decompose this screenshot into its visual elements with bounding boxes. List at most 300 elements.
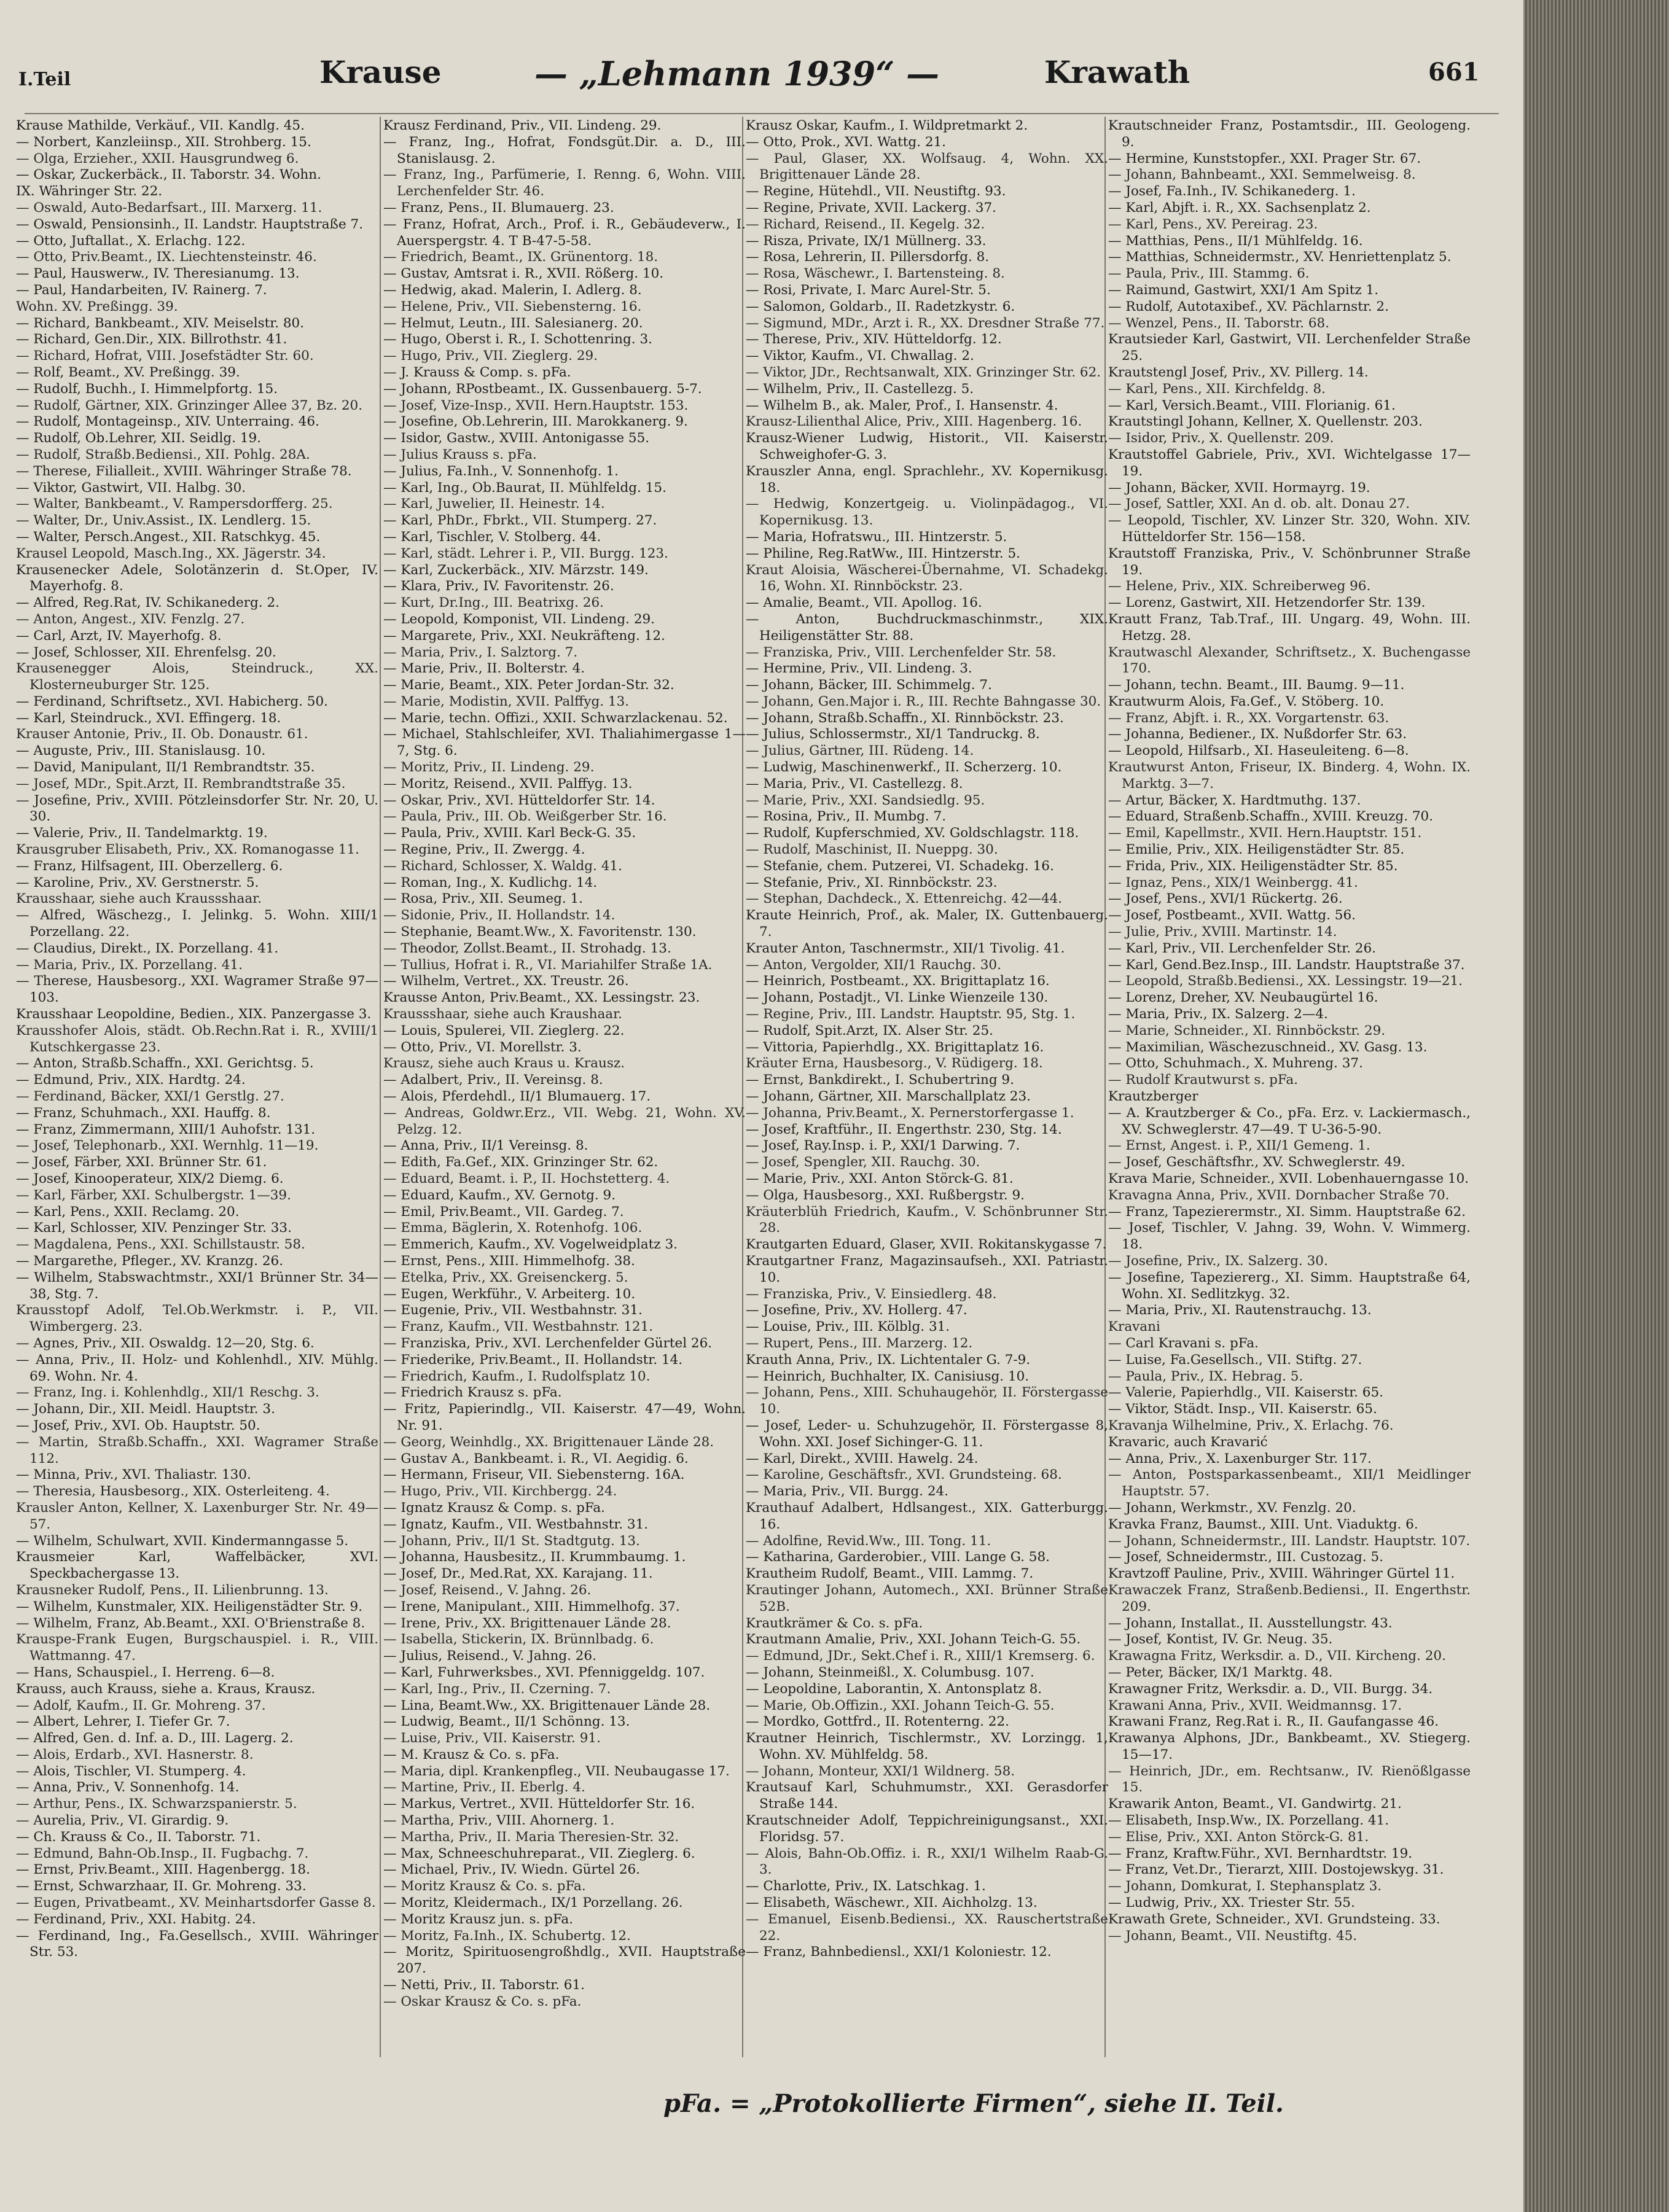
directory-entry: — Josef, Kinooperateur, XIX/2 Diemg. 6. [16, 1171, 284, 1186]
directory-entry: — Franz, Kraftw.Führ., XVI. Bernhardtstr. 19. [1108, 1845, 1413, 1861]
directory-entry: — Ferdinand, Bäcker, XXI/1 Gerstlg. 27. [16, 1089, 284, 1105]
column-4 [1108, 118, 1471, 2058]
directory-entry: — Philine, Reg.RatWw., III. Hintzerstr. 5. [746, 545, 1020, 561]
directory-entry: — Lorenz, Dreher, XV. Neubaugürtel 16. [1108, 990, 1378, 1006]
directory-entry: Krawarik Anton, Beamt., VI. Gandwirtg. 21. [1108, 1796, 1402, 1812]
directory-entry: — Rudolf, Kupferschmied, XV. Goldschlagstr. 118. [746, 825, 1079, 841]
directory-entry: — Karl, Pens., XV. Pereirag. 23. [1108, 216, 1318, 232]
directory-entry: Krauser Antonie, Priv., II. Ob. Donaustr. 61. [16, 726, 308, 742]
directory-entry: — Anna, Priv., X. Laxenburger Str. 117. [1108, 1451, 1372, 1466]
directory-entry: — Marie, techn. Offizi., XXII. Schwarzlackenau. 52. [383, 710, 728, 726]
directory-entry: Krautstingl Johann, Kellner, X. Quellenstr. 203. [1108, 414, 1423, 430]
directory-entry: — Heinrich, JDr., em. Rechtsanw., IV. Rienößlgasse 15. [1108, 1763, 1471, 1796]
directory-entry: — Ludwig, Beamt., II/1 Schönng. 13. [383, 1714, 630, 1730]
directory-entry: — Peter, Bäcker, IX/1 Marktg. 48. [1108, 1664, 1333, 1680]
directory-entry: — Anna, Priv., II/1 Vereinsg. 8. [383, 1138, 588, 1154]
directory-entry: — Josef, Vize-Insp., XVII. Hern.Hauptstr. 153. [383, 397, 689, 413]
directory-entry: — Josef, Reisend., V. Jahng. 26. [383, 1582, 592, 1598]
directory-entry: — Eugen, Werkführ., V. Arbeiterg. 10. [383, 1286, 636, 1302]
directory-entry: — M. Krausz & Co. s. pFa. [383, 1747, 560, 1762]
entry-list [16, 118, 378, 1961]
directory-entry: — Agnes, Priv., XII. Oswaldg. 12—20, Stg. 6. [16, 1335, 315, 1351]
directory-entry: — Louise, Priv., III. Kölblg. 31. [746, 1319, 950, 1335]
directory-entry: — Richard, Gen.Dir., XIX. Billrothstr. 41. [16, 332, 287, 348]
directory-entry: — Artur, Bäcker, X. Hardtmuthg. 137. [1108, 792, 1361, 808]
directory-entry: — Johann, Gen.Major i. R., III. Rechte Bahngasse 30. [746, 693, 1101, 709]
directory-entry: Krawani Franz, Reg.Rat i. R., II. Gaufangasse 46. [1108, 1714, 1439, 1730]
directory-entry: — Viktor, Städt. Insp., VII. Kaiserstr. 65. [1108, 1401, 1377, 1417]
directory-entry: — Johann, Bäcker, XVII. Hormayrg. 19. [1108, 480, 1370, 496]
directory-entry: — Helene, Priv., XIX. Schreiberweg 96. [1108, 578, 1371, 594]
directory-entry: — Emil, Kapellmstr., XVII. Hern.Hauptstr. 151. [1108, 825, 1422, 841]
directory-entry: — Josef, Spengler, XII. Rauchg. 30. [746, 1155, 980, 1170]
directory-entry: Krauter Anton, Taschnermstr., XII/1 Tivolig. 41. [746, 940, 1065, 956]
column-2 [383, 118, 746, 2058]
directory-entry: — Rosi, Private, I. Marc Aurel-Str. 5. [746, 282, 991, 298]
directory-entry: — Regine, Priv., III. Landstr. Hauptstr. 95, Stg. 1. [746, 1007, 1076, 1022]
directory-entry: — Franz, Vet.Dr., Tierarzt, XIII. Dostojewskyg. 31. [1108, 1862, 1444, 1878]
directory-entry: IX. Währinger Str. 22. [16, 184, 163, 200]
directory-entry: — Karl, städt. Lehrer i. P., VII. Burgg. 123. [383, 545, 668, 561]
directory-entry: — Auguste, Priv., III. Stanislausg. 10. [16, 743, 266, 759]
page-title: — „Lehmann 1939“ — [534, 54, 940, 93]
directory-entry: — Adalbert, Priv., II. Vereinsg. 8. [383, 1072, 603, 1088]
directory-entry: Krautner Heinrich, Tischlermstr., XV. Lorzingg. 1, Wohn. XV. Mühlfeldg. 58. [746, 1731, 1108, 1762]
directory-entry: Krausgruber Elisabeth, Priv., XX. Romanogasse 11. [16, 842, 359, 858]
directory-entry: Krauss, auch Krauss, siehe a. Kraus, Krausz. [16, 1681, 316, 1697]
directory-entry: — Emanuel, Eisenb.Bediensi., XX. Rauschertstraße 22. [746, 1911, 1108, 1944]
footer-note: pFa. = „Protokollierte Firmen“, siehe II. Teil. [663, 2089, 1284, 2118]
directory-entry: — Otto, Juftallat., X. Erlachg. 122. [16, 233, 246, 249]
directory-entry: — Edmund, Priv., XIX. Hardtg. 24. [16, 1072, 246, 1088]
directory-entry: — Aurelia, Priv., VI. Girardig. 9. [16, 1813, 229, 1829]
directory-entry: — Johanna, Bediener., IX. Nußdorfer Str. 63. [1108, 726, 1407, 742]
directory-entry: — Stefanie, chem. Putzerei, VI. Schadekg. 16. [746, 858, 1054, 874]
directory-entry: — Moritz Krausz & Co. s. pFa. [383, 1879, 586, 1895]
directory-entry: — Julius, Reisend., V. Jahng. 26. [383, 1648, 596, 1664]
directory-entry: — Eugenie, Priv., VII. Westbahnstr. 31. [383, 1303, 643, 1318]
directory-entry: Kravani [1108, 1319, 1160, 1335]
directory-entry: — Josef, Telephonarb., XXI. Wernhlg. 11—19. [16, 1138, 319, 1154]
directory-entry: — Johann, Werkmstr., XV. Fenzlg. 20. [1108, 1500, 1356, 1516]
book-edge [1523, 0, 1669, 2212]
directory-entry: Krautschneider Adolf, Teppichreinigungsanst., XXI. Floridsg. 57. [746, 1813, 1108, 1845]
directory-entry: — Karl, Zuckerbäck., XIV. Märzstr. 149. [383, 562, 649, 578]
directory-entry: — Lorenz, Gastwirt, XII. Hetzendorfer Str. 139. [1108, 595, 1426, 611]
directory-entry: — Sidonie, Priv., II. Hollandstr. 14. [383, 908, 616, 924]
directory-entry: — Oskar, Zuckerbäck., II. Taborstr. 34. Wohn. [16, 167, 321, 183]
directory-entry: Krausel Leopold, Masch.Ing., XX. Jägerstr. 34. [16, 545, 326, 561]
directory-entry: — Eduard, Beamt. i. P., II. Hochstetterg. 4. [383, 1171, 670, 1186]
directory-entry: — Wilhelm, Priv., II. Castellezg. 5. [746, 381, 974, 397]
directory-entry: — Julie, Priv., XVIII. Martinstr. 14. [1108, 924, 1337, 940]
directory-entry: — Viktor, Kaufm., VI. Chwallag. 2. [746, 348, 974, 364]
directory-entry: Krautsieder Karl, Gastwirt, VII. Lerchenfelder Straße 25. [1108, 332, 1471, 364]
directory-entry: — Rudolf, Ob.Lehrer, XII. Seidlg. 19. [16, 430, 262, 446]
directory-entry: — Paul, Glaser, XX. Wolfsaug. 4, Wohn. XX. Brigittenauer Lände 28. [746, 150, 1108, 183]
directory-entry: Krautt Franz, Tab.Traf., III. Ungarg. 49, Wohn. III. Hetzg. 28. [1108, 611, 1471, 644]
column-1 [16, 118, 378, 2058]
directory-entry: — Alfred, Gen. d. Inf. a. D., III. Lagerg. 2. [16, 1731, 294, 1747]
directory-entry: Krausz-Wiener Ludwig, Historit., VII. Kaiserstr. Schweighofer-G. 3. [746, 430, 1108, 462]
directory-entry: — Oswald, Auto-Bedarfsart., III. Marxerg. 11. [16, 200, 322, 216]
directory-entry: — Josef, Kontist, IV. Gr. Neug. 35. [1108, 1632, 1333, 1648]
directory-entry: — Oskar Krausz & Co. s. pFa. [383, 1993, 582, 2009]
directory-entry: — Josefine, Ob.Lehrerin, III. Marokkanerg. 9. [383, 414, 688, 430]
directory-entry: — Gustav A., Bankbeamt. i. R., VI. Aegidig. 6. [383, 1451, 689, 1466]
directory-entry: — Ignatz, Kaufm., VII. Westbahnstr. 31. [383, 1516, 649, 1532]
directory-entry: — Josef, Pens., XVI/1 Rückertg. 26. [1108, 891, 1343, 907]
directory-entry: — Vittoria, Papierhdlg., XX. Brigittaplatz 16. [746, 1039, 1044, 1055]
directory-entry: — Karoline, Geschäftsfr., XVI. Grundsteing. 68. [746, 1467, 1062, 1483]
directory-entry: — Karl, Versich.Beamt., VIII. Florianig. 61. [1108, 397, 1396, 413]
directory-entry: Krausenegger Alois, Steindruck., XX. Klosterneuburger Str. 125. [16, 661, 378, 693]
directory-entry: — Frida, Priv., XIX. Heiligenstädter Str. 85. [1108, 858, 1398, 874]
directory-entry: — Edmund, JDr., Sekt.Chef i. R., XIII/1 Kremserg. 6. [746, 1648, 1095, 1664]
directory-entry: — Rudolf, Gärtner, XIX. Grinzinger Allee 37, Bz. 20. [16, 397, 363, 413]
directory-entry: — Oswald, Pensionsinh., II. Landstr. Hauptstraße 7. [16, 216, 364, 232]
directory-entry: — Josef, Leder- u. Schuhzugehör, II. Förstergasse 8, Wohn. XXI. Josef Sichinger-G. 11. [746, 1417, 1108, 1450]
directory-entry: — Olga, Hausbesorg., XXI. Rußbergstr. 9. [746, 1187, 1025, 1203]
directory-entry: Krawath Grete, Schneider., XVI. Grundsteing. 33. [1108, 1911, 1440, 1927]
directory-entry: — Max, Schneeschuhreparat., VII. Zieglerg. 6. [383, 1845, 695, 1861]
directory-entry: — Karl, Pens., XXII. Reclamg. 20. [16, 1204, 240, 1220]
directory-entry: — Marie, Modistin, XVII. Palffyg. 13. [383, 693, 630, 709]
directory-entry: — Martine, Priv., II. Eberlg. 4. [383, 1780, 585, 1796]
directory-entry: Krautstoff Franziska, Priv., V. Schönbrunner Straße 19. [1108, 545, 1471, 578]
directory-entry: Kravaric, auch Kravarić [1108, 1434, 1268, 1450]
directory-entry: — Leopold, Straßb.Bediensi., XX. Lessingstr. 19—21. [1108, 973, 1463, 989]
directory-entry: — Eugen, Privatbeamt., XV. Meinhartsdorfer Gasse 8. [16, 1895, 376, 1911]
directory-entry: — Karl, Steindruck., XVI. Effingerg. 18. [16, 710, 281, 726]
directory-entry: — A. Krautzberger & Co., pFa. Erz. v. Lackiermasch., XV. Schweglerstr. 47—49. T U-36-5-90. [1108, 1105, 1471, 1137]
page-header [0, 54, 1523, 103]
directory-entry: — Josefine, Tapeziererg., XI. Simm. Hauptstraße 64, Wohn. XI. Sedlitzkyg. 32. [1108, 1269, 1471, 1302]
directory-entry: — Rudolf, Spit.Arzt, IX. Alser Str. 25. [746, 1022, 993, 1038]
right-keyword: Krawath [1044, 54, 1190, 90]
directory-entry: — Josef, MDr., Spit.Arzt, II. Rembrandtstraße 35. [16, 776, 346, 792]
directory-entry: — Etelka, Priv., XX. Greisenckerg. 5. [383, 1269, 628, 1285]
directory-entry: — Markus, Vertret., XVII. Hütteldorfer Str. 16. [383, 1796, 695, 1812]
directory-entry: — Josef, Schlosser, XII. Ehrenfelsg. 20. [16, 644, 276, 660]
directory-entry: — Anton, Vergolder, XII/1 Rauchg. 30. [746, 957, 1001, 973]
directory-entry: — Marie, Beamt., XIX. Peter Jordan-Str. 32. [383, 677, 674, 693]
directory-entry: — Walter, Dr., Univ.Assist., IX. Lendlerg. 15. [16, 513, 311, 529]
directory-entry: — Josef, Schneidermstr., III. Custozag. 5. [1108, 1549, 1383, 1565]
directory-entry: — Paul, Hauswerw., IV. Theresianumg. 13. [16, 266, 300, 282]
directory-entry: — Marie, Priv., XXI. Sandsiedlg. 95. [746, 792, 985, 808]
directory-entry: — Franz, Ing., Hofrat, Fondsgüt.Dir. a. D., III. Stanislausg. 2. [383, 134, 746, 166]
directory-entry: — Martin, Straßb.Schaffn., XXI. Wagramer Straße 112. [16, 1434, 378, 1466]
directory-entry: — Regine, Priv., II. Zwergg. 4. [383, 842, 585, 858]
directory-entry: — Maria, Priv., XI. Rautenstrauchg. 13. [1108, 1303, 1372, 1318]
directory-entry: — Franziska, Priv., XVI. Lerchenfelder Gürtel 26. [383, 1335, 713, 1351]
directory-entry: — Leopold, Komponist, VII. Lindeng. 29. [383, 611, 655, 627]
directory-entry: — Alfred, Wäschezg., I. Jelinkg. 5. Wohn. XIII/1 Porzellang. 22. [16, 908, 378, 940]
directory-entry: — Josef, Kraftführ., II. Engerthstr. 230, Stg. 14. [746, 1121, 1062, 1137]
directory-entry: — Paula, Priv., IX. Hebrag. 5. [1108, 1368, 1304, 1384]
directory-entry: — Stephan, Dachdeck., X. Ettenreichg. 42—44. [746, 891, 1063, 907]
directory-entry: — Rudolf Krautwurst s. pFa. [1108, 1072, 1298, 1088]
directory-entry: — Moritz, Spirituosengroßhdlg., XVII. Hauptstraße 207. [383, 1944, 746, 1977]
directory-entry: — Eduard, Kaufm., XV. Gernotg. 9. [383, 1187, 616, 1203]
directory-entry: — Walter, Bankbeamt., V. Rampersdorfferg. 25. [16, 496, 333, 512]
directory-entry: — Moritz Krausz jun. s. pFa. [383, 1911, 574, 1927]
directory-entry: — Elisabeth, Insp.Ww., IX. Porzellang. 41. [1108, 1813, 1390, 1829]
directory-entry: — Maria, Priv., I. Salztorg. 7. [383, 644, 578, 660]
directory-entry: — Hermine, Kunststopfer., XXI. Prager Str. 67. [1108, 150, 1421, 166]
directory-entry: — Johann, Pens., XIII. Schuhaugehör, II. Förstergasse 10. [746, 1385, 1108, 1417]
directory-entry: Krautwaschl Alexander, Schriftsetz., X. Buchengasse 170. [1108, 644, 1471, 677]
directory-entry: — Ernst, Priv.Beamt., XIII. Hagenbergg. 18. [16, 1862, 310, 1878]
directory-entry: Kravtzoff Pauline, Priv., XVIII. Währinger Gürtel 11. [1108, 1566, 1455, 1582]
directory-entry: — Karl, Ing., Ob.Baurat, II. Mühlfeldg. 15. [383, 480, 666, 496]
directory-entry: — Otto, Prok., XVI. Wattg. 21. [746, 134, 947, 150]
directory-entry: Krautwurst Anton, Friseur, IX. Binderg. 4, Wohn. IX. Marktg. 3—7. [1108, 760, 1471, 792]
directory-entry: — Karl, Gend.Bez.Insp., III. Landstr. Hauptstraße 37. [1108, 957, 1465, 973]
directory-entry: — Johann, Domkurat, I. Stephansplatz 3. [1108, 1879, 1382, 1895]
directory-entry: — Albert, Lehrer, I. Tiefer Gr. 7. [16, 1714, 230, 1730]
directory-entry: — Rupert, Pens., III. Marzerg. 12. [746, 1335, 973, 1351]
directory-entry: — Rudolf, Straßb.Bediensi., XII. Pohlg. 28A. [16, 446, 310, 462]
directory-entry: — David, Manipulant, II/1 Rembrandtstr. 35. [16, 760, 315, 776]
directory-entry: Krauspe-Frank Eugen, Burgschauspiel. i. R., VIII. Wattmanng. 47. [16, 1632, 378, 1664]
directory-entry: — Josef, Priv., XVI. Ob. Hauptstr. 50. [16, 1417, 260, 1433]
directory-entry: — Margarete, Priv., XXI. Neukräfteng. 12. [383, 628, 665, 644]
directory-entry: — Charlotte, Priv., IX. Latschkag. 1. [746, 1879, 986, 1895]
directory-entry: — Alois, Tischler, VI. Stumperg. 4. [16, 1763, 246, 1779]
directory-entry: — Hermine, Priv., VII. Lindeng. 3. [746, 661, 972, 677]
directory-entry: — Friedrich Krausz s. pFa. [383, 1385, 562, 1401]
directory-entry: Krautheim Rudolf, Beamt., VIII. Lammg. 7. [746, 1566, 1034, 1582]
directory-entry: — Lina, Beamt.Ww., XX. Brigittenauer Lände 28. [383, 1697, 711, 1713]
directory-entry: — Ernst, Bankdirekt., I. Schubertring 9. [746, 1072, 1014, 1088]
directory-entry: Kravanja Wilhelmine, Priv., X. Erlachg. 76. [1108, 1417, 1394, 1433]
directory-entry: — Johann, techn. Beamt., III. Baumg. 9—11. [1108, 677, 1405, 693]
directory-entry: — Katharina, Garderobier., VIII. Lange G. 58. [746, 1549, 1050, 1565]
directory-entry: — Adolfine, Revid.Ww., III. Tong. 11. [746, 1533, 991, 1549]
directory-entry: Krautsauf Karl, Schuhmumstr., XXI. Gerasdorfer Straße 144. [746, 1780, 1108, 1812]
directory-entry: — Wilhelm, Franz, Ab.Beamt., XXI. O'Brienstraße 8. [16, 1615, 365, 1631]
directory-entry: — Georg, Weinhdlg., XX. Brigittenauer Lände 28. [383, 1434, 714, 1450]
directory-entry: — Wilhelm, Kunstmaler, XIX. Heiligenstädter Str. 9. [16, 1599, 363, 1614]
directory-entry: Krawagner Fritz, Werksdir. a. D., VII. Burgg. 34. [1108, 1681, 1433, 1697]
directory-entry: — Helmut, Leutn., III. Salesianerg. 20. [383, 315, 643, 331]
directory-entry: — Roman, Ing., X. Kudlichg. 14. [383, 874, 598, 890]
directory-entry: — Karl, Färber, XXI. Schulbergstr. 1—39. [16, 1187, 291, 1203]
entry-list [383, 118, 746, 2011]
directory-entry: — Friederike, Priv.Beamt., II. Hollandstr. 14. [383, 1352, 683, 1368]
left-keyword: Krause [319, 54, 442, 90]
directory-entry: — Fritz, Papierindlg., VII. Kaiserstr. 47—49, Wohn. Nr. 91. [383, 1401, 746, 1433]
directory-entry: — Therese, Hausbesorg., XXI. Wagramer Straße 97—103. [16, 973, 378, 1006]
directory-entry: — Rudolf, Maschinist, II. Nueppg. 30. [746, 842, 998, 858]
directory-entry: — Valerie, Priv., II. Tandelmarktg. 19. [16, 825, 268, 841]
directory-entry: — Netti, Priv., II. Taborstr. 61. [383, 1977, 585, 1993]
directory-entry: — Josefine, Priv., IX. Salzerg. 30. [1108, 1253, 1328, 1269]
directory-entry: — J. Krauss & Comp. s. pFa. [383, 364, 571, 380]
directory-entry: — Regine, Hütehdl., VII. Neustiftg. 93. [746, 184, 1006, 200]
directory-entry: Krawanya Alphons, JDr., Bankbeamt., XV. Stiegerg. 15—17. [1108, 1731, 1471, 1762]
directory-entry: — Maria, Priv., IX. Porzellang. 41. [16, 957, 243, 973]
directory-entry: Krauth Anna, Priv., IX. Lichtentaler G. 7-9. [746, 1352, 1031, 1368]
directory-entry: — Franz, Kaufm., VII. Westbahnstr. 121. [383, 1319, 654, 1335]
directory-entry: — Elise, Priv., XXI. Anton Störck-G. 81. [1108, 1829, 1369, 1845]
directory-entry: — Paula, Priv., III. Ob. Weißgerber Str. 16. [383, 809, 667, 825]
directory-entry: — Karl, PhDr., Fbrkt., VII. Stumperg. 27. [383, 513, 657, 529]
directory-entry: — Ignaz, Pens., XIX/1 Weinbergg. 41. [1108, 874, 1358, 890]
directory-entry: — Franz, Tapezierermstr., XI. Simm. Hauptstraße 62. [1108, 1204, 1466, 1220]
directory-entry: — Wilhelm, Stabswachtmstr., XXI/1 Brünner Str. 34—38, Stg. 7. [16, 1269, 378, 1302]
directory-entry: — Alois, Erdarb., XVI. Hasnerstr. 8. [16, 1747, 254, 1762]
directory-entry: — Leopold, Tischler, XV. Linzer Str. 320, Wohn. XIV. Hütteldorfer Str. 156—158. [1108, 513, 1471, 545]
directory-entry: — Heinrich, Postbeamt., XX. Brigittaplatz 16. [746, 973, 1050, 989]
directory-entry: Krausz Ferdinand, Priv., VII. Lindeng. 29. [383, 118, 662, 133]
directory-entry: Krautmann Amalie, Priv., XXI. Johann Teich-G. 55. [746, 1632, 1081, 1648]
directory-entry: — Johann, Gärtner, XII. Marschallplatz 23. [746, 1089, 1031, 1105]
directory-entry: — Risza, Private, IX/1 Müllnerg. 33. [746, 233, 987, 249]
directory-entry: — Franz, Abjft. i. R., XX. Vorgartenstr. 63. [1108, 710, 1390, 726]
directory-entry: — Marie, Priv., II. Bolterstr. 4. [383, 661, 585, 677]
directory-entry: — Norbert, Kanzleiinsp., XII. Strohberg. 15. [16, 134, 311, 150]
directory-entry: — Johann, Schneidermstr., III. Landstr. Hauptstr. 107. [1108, 1533, 1471, 1549]
directory-entry: — Irene, Priv., XX. Brigittenauer Lände 28. [383, 1615, 671, 1631]
directory-entry: — Anna, Priv., II. Holz- und Kohlenhdl., XIV. Mühlg. 69. Wohn. Nr. 4. [16, 1352, 378, 1384]
directory-entry: — Friedrich, Kaufm., I. Rudolfsplatz 10. [383, 1368, 651, 1384]
directory-entry: Krauszler Anna, engl. Sprachlehr., XV. Kopernikusg. 18. [746, 463, 1108, 496]
directory-entry: — Johann, Steinmeißl., X. Columbusg. 107. [746, 1664, 1034, 1680]
directory-entry: — Kurt, Dr.Ing., III. Beatrixg. 26. [383, 595, 604, 611]
directory-entry: — Therese, Priv., XIV. Hütteldorfg. 12. [746, 332, 1002, 348]
directory-entry: — Franziska, Priv., VIII. Lerchenfelder Str. 58. [746, 644, 1057, 660]
directory-entry: — Isabella, Stickerin, IX. Brünnlbadg. 6. [383, 1632, 654, 1648]
directory-entry: — Isidor, Gastw., XVIII. Antonigasse 55. [383, 430, 650, 446]
directory-entry: — Franz, Schuhmach., XXI. Hauffg. 8. [16, 1105, 271, 1121]
directory-entry: — Helene, Priv., VII. Siebensterng. 16. [383, 298, 642, 314]
directory-entry: — Ludwig, Priv., XX. Triester Str. 55. [1108, 1895, 1355, 1911]
directory-entry: — Karl, Fuhrwerksbes., XVI. Pfenniggeldg. 107. [383, 1664, 705, 1680]
directory-entry: — Julius, Fa.Inh., V. Sonnenhofg. 1. [383, 463, 619, 479]
directory-entry: — Hugo, Priv., VII. Zieglerg. 29. [383, 348, 598, 364]
directory-entry: Kräuter Erna, Hausbesorg., V. Rüdigerg. 18. [746, 1056, 1043, 1072]
directory-entry: — Leopold, Hilfsarb., XI. Haseuleiteng. 6—8. [1108, 743, 1409, 759]
directory-entry: Kräuterblüh Friedrich, Kaufm., V. Schönbrunner Str. 28. [746, 1204, 1108, 1236]
directory-entry: — Viktor, Gastwirt, VII. Halbg. 30. [16, 480, 246, 496]
directory-entry: — Paula, Priv., III. Stammg. 6. [1108, 266, 1310, 282]
directory-entry: — Moritz, Priv., II. Lindeng. 29. [383, 760, 595, 776]
directory-entry: — Josefine, Priv., XVIII. Pötzleinsdorfer Str. Nr. 20, U. 30. [16, 792, 378, 825]
directory-entry: — Marie, Ob.Offizin., XXI. Johann Teich-G. 55. [746, 1697, 1055, 1713]
directory-entry: Krautkrämer & Co. s. pFa. [746, 1615, 923, 1631]
directory-entry: Krawagna Fritz, Werksdir. a. D., VII. Kircheng. 20. [1108, 1648, 1446, 1664]
directory-entry: — Maximilian, Wäschezuschneid., XV. Gasg. 13. [1108, 1039, 1428, 1055]
directory-entry: Kraut Aloisia, Wäscherei-Übernahme, VI. Schadekg. 16, Wohn. XI. Rinnböckstr. 23. [746, 562, 1108, 594]
directory-entry: — Franz, Hofrat, Arch., Prof. i. R., Gebäudeverw., I. Auerspergstr. 4. T B-47-5-58. [383, 216, 746, 249]
directory-entry: Kraute Heinrich, Prof., ak. Maler, IX. Guttenbauerg. 7. [746, 908, 1108, 940]
directory-entry: — Mordko, Gottfrd., II. Rotenterng. 22. [746, 1714, 1009, 1730]
part-label: I.Teil [18, 69, 71, 90]
directory-entry: — Luise, Fa.Gesellsch., VII. Stiftg. 27. [1108, 1352, 1362, 1368]
directory-entry: — Hugo, Oberst i. R., I. Schottenring. 3. [383, 332, 652, 348]
directory-entry: — Rudolf, Montageinsp., XIV. Unterraing. 46. [16, 414, 319, 430]
directory-entry: — Moritz, Fa.Inh., IX. Schubertg. 12. [383, 1928, 631, 1944]
directory-entry: — Karl, Abjft. i. R., XX. Sachsenplatz 2. [1108, 200, 1371, 216]
directory-entry: Krautstoffel Gabriele, Priv., XVI. Wichtelgasse 17—19. [1108, 446, 1471, 479]
directory-entry: — Rudolf, Buchh., I. Himmelpfortg. 15. [16, 381, 278, 397]
directory-entry: — Matthias, Schneidermstr., XV. Henriettenplatz 5. [1108, 249, 1452, 265]
directory-entry: — Ernst, Pens., XIII. Himmelhofg. 38. [383, 1253, 635, 1269]
directory-entry: — Josef, Tischler, V. Jahng. 39, Wohn. V. Wimmerg. 18. [1108, 1220, 1471, 1253]
directory-entry: — Emilie, Priv., XIX. Heiligenstädter Str. 85. [1108, 842, 1405, 858]
directory-entry: — Josef, Postbeamt., XVII. Wattg. 56. [1108, 908, 1356, 924]
directory-entry: — Alois, Bahn-Ob.Offiz. i. R., XXI/1 Wilhelm Raab-G. 3. [746, 1845, 1108, 1878]
directory-entry: — Leopoldine, Laborantin, X. Antonsplatz 8. [746, 1681, 1042, 1697]
directory-entry: — Rosa, Priv., XII. Seumeg. 1. [383, 891, 584, 907]
directory-entry: — Karl, Direkt., XVIII. Hawelg. 24. [746, 1451, 979, 1466]
entry-list [746, 118, 1108, 1961]
directory-entry: — Friedrich, Beamt., IX. Grünentorg. 18. [383, 249, 659, 265]
directory-entry: — Therese, Filialleit., XVIII. Währinger Straße 78. [16, 463, 352, 479]
directory-entry: Krausneker Rudolf, Pens., II. Lilienbrunng. 13. [16, 1582, 329, 1598]
directory-entry: Wohn. XV. Preßingg. 39. [16, 298, 178, 314]
directory-entry: — Elisabeth, Wäschewr., XII. Aichholzg. 13. [746, 1895, 1038, 1911]
directory-entry: — Richard, Reisend., II. Kegelg. 32. [746, 216, 985, 232]
directory-entry: — Claudius, Direkt., IX. Porzellang. 41. [16, 940, 279, 956]
directory-entry: — Margarethe, Pfleger., XV. Kranzg. 26. [16, 1253, 284, 1269]
directory-entry: Krawaczek Franz, Straßenb.Bediensi., II. Engerthstr. 209. [1108, 1582, 1471, 1614]
directory-entry: — Wilhelm, Vertret., XX. Treustr. 26. [383, 973, 629, 989]
directory-entry: — Maria, dipl. Krankenpfleg., VII. Neubaugasse 17. [383, 1763, 730, 1779]
directory-entry: — Isidor, Priv., X. Quellenstr. 209. [1108, 430, 1334, 446]
directory-entry: Krautgarten Eduard, Glaser, XVII. Rokitanskygasse 7. [746, 1237, 1107, 1253]
directory-entry: Krautschneider Franz, Postamtsdir., III. Geologeng. 9. [1108, 118, 1471, 150]
directory-entry: — Johann, Installat., II. Ausstellungstr. 43. [1108, 1615, 1393, 1631]
directory-entry: — Josef, Sattler, XXI. An d. ob. alt. Donau 27. [1108, 496, 1410, 512]
directory-entry: Krausz Oskar, Kaufm., I. Wildpretmarkt 2. [746, 118, 1028, 133]
directory-entry: — Alois, Pferdehdl., II/1 Blumauerg. 17. [383, 1089, 651, 1105]
directory-entry: — Marie, Priv., XXI. Anton Störck-G. 81. [746, 1171, 1014, 1186]
column-3 [746, 118, 1108, 2058]
directory-entry: — Johann, Bäcker, III. Schimmelg. 7. [746, 677, 992, 693]
directory-entry: — Rosina, Priv., II. Mumbg. 7. [746, 809, 947, 825]
directory-entry: — Johann, Bahnbeamt., XXI. Semmelweisg. 8. [1108, 167, 1416, 183]
directory-entry: — Otto, Priv., VI. Morellstr. 3. [383, 1039, 582, 1055]
directory-entry: Krause Mathilde, Verkäuf., VII. Kandlg. 45. [16, 118, 305, 133]
directory-entry: — Paul, Handarbeiten, IV. Rainerg. 7. [16, 282, 267, 298]
directory-entry: — Stefanie, Priv., XI. Rinnböckstr. 23. [746, 874, 998, 890]
directory-entry: — Karl, Priv., VII. Lerchenfelder Str. 26. [1108, 940, 1376, 956]
directory-entry: — Moritz, Kleidermach., IX/1 Porzellang. 26. [383, 1895, 683, 1911]
directory-entry: — Klara, Priv., IV. Favoritenstr. 26. [383, 578, 614, 594]
directory-entry: — Regine, Private, XVII. Lackerg. 37. [746, 200, 997, 216]
directory-entry: — Emmerich, Kaufm., XV. Vogelweidplatz 3. [383, 1237, 678, 1253]
directory-entry: — Karoline, Priv., XV. Gerstnerstr. 5. [16, 874, 259, 890]
directory-entry: — Julius Krauss s. pFa. [383, 446, 537, 462]
directory-entry: — Moritz, Reisend., XVII. Palffyg. 13. [383, 776, 633, 792]
directory-entry: — Josefine, Priv., XV. Hollerg. 47. [746, 1303, 967, 1318]
directory-entry: — Michael, Stahlschleifer, XVI. Thaliahimergasse 1—7, Stg. 6. [383, 726, 746, 759]
directory-entry: Krausmeier Karl, Waffelbäcker, XVI. Speckbachergasse 13. [16, 1549, 378, 1582]
directory-entry: — Salomon, Goldarb., II. Radetzkystr. 6. [746, 298, 1015, 314]
directory-entry: — Johann, Beamt., VII. Neustiftg. 45. [1108, 1928, 1358, 1944]
directory-entry: — Gustav, Amtsrat i. R., XVII. Rößerg. 10. [383, 266, 664, 282]
directory-entry: — Andreas, Goldwr.Erz., VII. Webg. 21, Wohn. XV. Pelzg. 12. [383, 1105, 746, 1137]
directory-entry: — Ferdinand, Ing., Fa.Gesellsch., XVIII. Währinger Str. 53. [16, 1928, 378, 1960]
directory-entry: — Josef, Dr., Med.Rat, XX. Karajang. 11. [383, 1566, 653, 1582]
directory-entry: — Rudolf, Autotaxibef., XV. Pächlarnstr. 2. [1108, 298, 1389, 314]
directory-entry: — Tullius, Hofrat i. R., VI. Mariahilfer Straße 1A. [383, 957, 713, 973]
directory-entry: — Karl, Tischler, V. Stolberg. 44. [383, 529, 601, 545]
